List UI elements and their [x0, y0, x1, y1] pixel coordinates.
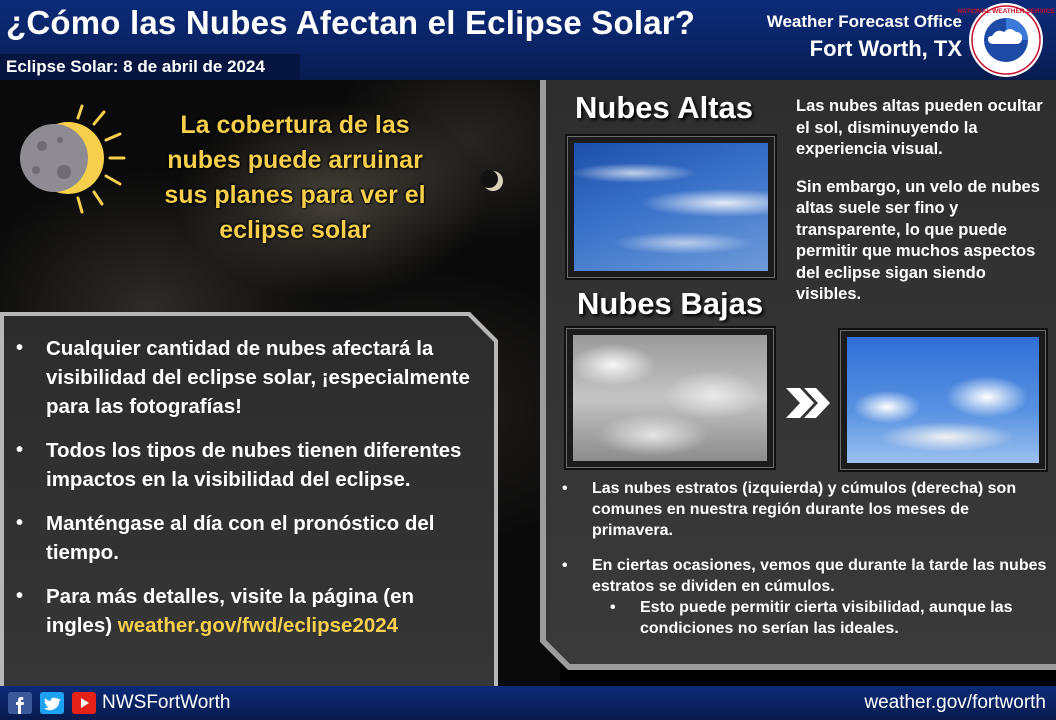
cumulus-photo: [840, 330, 1046, 470]
bullet-icon: •: [562, 557, 568, 574]
list-item: [560, 555, 1050, 639]
office-name: Weather Forecast Office: [766, 12, 962, 31]
list-item-text: Manténgase al día con el pronóstico del tiempo.: [46, 512, 435, 564]
list-item: [10, 436, 484, 494]
office-location: Fort Worth, TX: [809, 36, 962, 61]
header-bar: [0, 0, 1056, 80]
bullet-icon: •: [16, 585, 24, 607]
bullet-icon: •: [16, 512, 24, 534]
social-handle[interactable]: NWSFortWorth: [102, 692, 231, 713]
bullet-icon: •: [16, 337, 24, 359]
callout-line: La cobertura de las: [180, 111, 410, 139]
low-clouds-notes-list: [560, 478, 1050, 653]
cirrus-image: [574, 143, 768, 271]
key-points-list: [10, 334, 484, 655]
sub-list-item: [592, 597, 1050, 639]
youtube-icon[interactable]: [72, 692, 96, 714]
description-paragraph: Sin embargo, un velo de nubes altas suele ser fino y transparente, lo que puede permitir que muchos aspectos del eclipse sigan siendo visibles.: [796, 177, 1040, 303]
high-clouds-description: [796, 96, 1052, 322]
list-item-text: Todos los tipos de nubes tienen diferentes impactos en la visibilidad del eclipse.: [46, 439, 462, 491]
list-item-text: Las nubes estratos (izquierda) y cúmulos (derecha) son comunes en nuestra región durante los meses de primavera.: [592, 480, 1017, 539]
list-item: [10, 334, 484, 421]
double-chevron-right-icon: [782, 378, 832, 428]
cumulus-image: [847, 337, 1039, 463]
cloud-warning-callout: [130, 108, 460, 248]
sub-list: [592, 597, 1050, 639]
list-item: [10, 582, 484, 640]
list-item: [560, 478, 1050, 541]
list-item-text: Cualquier cantidad de nubes afectará la visibilidad del eclipse solar, ¡especialmente para las fotografías!: [46, 337, 470, 418]
high-clouds-photo: [567, 136, 775, 278]
low-clouds-heading: Nubes Bajas: [577, 286, 764, 321]
eclipse-sun-icon: [12, 100, 132, 220]
bullet-icon: •: [16, 439, 24, 461]
list-item-text: En ciertas ocasiones, vemos que durante la tarde las nubes estratos se dividen en cúmulos.: [592, 557, 1047, 595]
callout-line: nubes puede arruinar: [167, 146, 423, 174]
office-website-link[interactable]: weather.gov/fortworth: [864, 692, 1046, 713]
list-item: [10, 509, 484, 567]
bullet-icon: •: [562, 480, 568, 497]
page-subtitle: Eclipse Solar: 8 de abril de 2024: [0, 54, 300, 80]
stratus-photo: [566, 328, 774, 468]
nws-logo-text: NATIONAL WEATHER SERVICE: [957, 8, 1055, 15]
list-item-text: Para más detalles, visite la página (en ingles): [46, 585, 415, 637]
nws-logo-icon: [957, 2, 1055, 78]
callout-line: sus planes para ver el: [164, 181, 426, 209]
description-paragraph: Las nubes altas pueden ocultar el sol, disminuyendo la experiencia visual.: [796, 97, 1043, 158]
twitter-icon[interactable]: [40, 692, 64, 714]
facebook-icon[interactable]: [8, 692, 32, 714]
page-title: ¿Cómo las Nubes Afectan el Eclipse Solar?: [6, 4, 696, 41]
bullet-icon: •: [610, 599, 616, 616]
sub-list-item-text: Esto puede permitir cierta visibilidad, aunque las condiciones no serían las ideales.: [640, 599, 1013, 637]
footer-bar: [0, 686, 1056, 720]
crescent-sun-icon: [480, 168, 506, 194]
stratus-image: [573, 335, 767, 461]
callout-line: eclipse solar: [219, 216, 371, 244]
eclipse-page-link[interactable]: weather.gov/fwd/eclipse2024: [117, 614, 399, 637]
high-clouds-heading: Nubes Altas: [575, 90, 754, 125]
